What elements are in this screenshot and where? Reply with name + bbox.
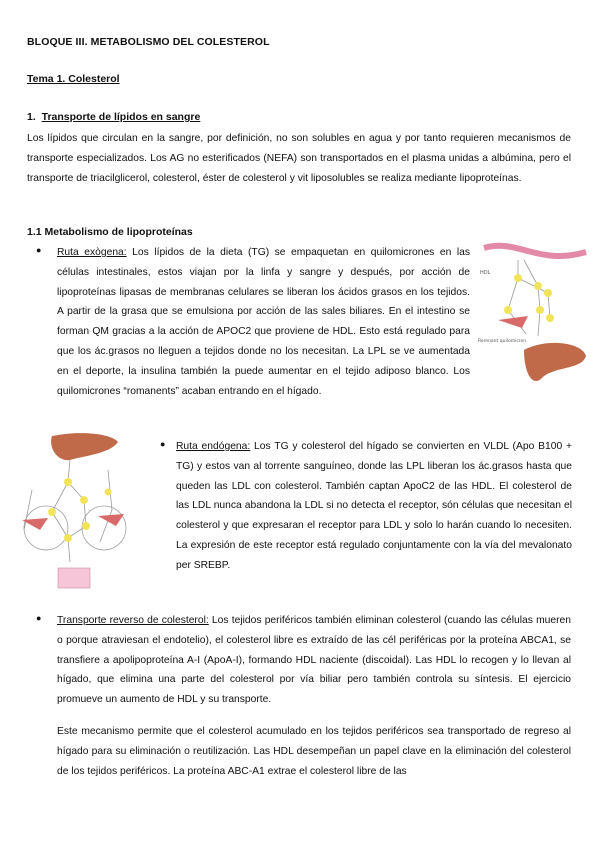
section-1-number: 1. — [27, 111, 36, 123]
chylomicron-node — [546, 314, 554, 322]
lipoprotein-node — [105, 489, 112, 496]
chylomicron-node — [514, 274, 522, 282]
intestine-shape — [484, 246, 586, 256]
lipoprotein-node — [80, 496, 88, 504]
remnant-label: Remnant quilomicron — [478, 339, 527, 344]
ruta-endogena-label: Ruta endógena: — [176, 441, 251, 452]
transporte-reverso-paragraph — [57, 611, 571, 710]
chylomicron-node — [504, 306, 512, 314]
endogenous-pathway-figure — [12, 430, 140, 595]
pathway-arrows — [24, 460, 112, 562]
ruta-exogena-text: Los lípidos de la dieta (TG) se empaquetan en quilomicrones en las células intestinales, estos viajan por la linfa y sangre y después, por acción de lipoproteínas lipasas de membranas celulares se liberan los ácidos grasos en los tejidos. A partir de la grasa que se emulsiona por acción de las sales biliares. En el intestino se forman QM gracias a la acción de APOC2 que proviene de HDL. Esto está regulado para que los ác.grasos no lleguen a tejidos donde no los necesitan. La LPL se ve aumentada en el deporte, la insulina también la puede aumentar en el tejido adiposo blanco. Los quilomicrones “romanents” acaban entrando en el hígado. — [57, 247, 471, 397]
document-title: BLOQUE III. METABOLISMO DEL COLESTEROL — [27, 36, 270, 48]
lipoprotein-node — [64, 534, 72, 542]
transporte-reverso-label: Transporte reverso de colesterol: — [57, 615, 209, 626]
hdl-label: HDL — [480, 270, 491, 276]
tema-heading: Tema 1. Colesterol — [27, 73, 120, 85]
lipoprotein-node — [64, 478, 72, 486]
chylomicron-node — [544, 289, 552, 297]
ruta-exogena-label: Ruta exògena: — [57, 247, 127, 258]
tissue-shape — [22, 518, 48, 530]
bullet-marker: ● — [160, 439, 166, 449]
section-1-paragraph: Los lípidos que circulan en la sangre, por definición, no son solubles en agua y por tanto requieren mecanismos de transporte especializados. Los AG no esterificados (NEFA) son transportados en el plasma unidas a albúmina, pero el transporte de triacilglicerol, colesterol, éster de colesterol y vit liposolubles se realiza mediante lipoproteínas. — [27, 133, 571, 184]
tissue-shape — [98, 514, 124, 526]
ruta-endogena-text: Los TG y colesterol del hígado se convierten en VLDL (Apo B100 + TG) y estos van al torrente sanguíneo, donde las LPL liberan los ác.grasos hasta que queden las LDL con colesterol. También captan ApoC2 de las HDL. El colesterol de las LDL nunca abandona la LDL si no detecta el receptor, són células que necesitan el colesterol y que expresaran el receptor para LDL y solo lo harán cuando lo necesiten. La expresión de este receptor está regulado conjuntamente con la vía del mevalonato per SREBP. — [176, 441, 572, 571]
bullet-marker: ● — [36, 245, 42, 255]
transporte-reverso-text: Los tejidos periféricos también eliminan colesterol (cuando las células mueren o porque atraviesan el endotelio), el colesterol libre es extraído de las cél periféricas por la proteína ABCA1, se transfiere a apolipoproteína A-I (ApoA-I), formando HDL naciente (discoidal). Las HDL lo recogen y lo llevan al hígado, que elimina una parte del colesterol por vía biliar pero también controla su síntesis. El ejercicio promueve un aumento de HDL y su transporte. — [57, 615, 571, 706]
bullet-marker: ● — [36, 613, 42, 623]
section-1-title: Transporte de lípidos en sangre — [41, 111, 201, 123]
lipoprotein-node — [48, 508, 56, 516]
ruta-endogena-paragraph — [176, 437, 572, 576]
chylomicron-node — [536, 306, 544, 314]
exogenous-pathway-figure — [478, 238, 592, 398]
liver-shape — [51, 433, 118, 460]
peripheral-cell — [58, 568, 90, 588]
chylomicron-node — [534, 282, 542, 290]
transporte-reverso-paragraph-2: Este mecanismo permite que el colesterol acumulado en los tejidos periféricos sea transportado de regreso al hígado para su eliminación o reutilización. Las HDL desempeñan un papel clave en la eliminación del colesterol de los tejidos periféricos. La proteína ABC-A1 extrae el colesterol libre de las — [57, 726, 571, 777]
section-1-1-heading: 1.1 Metabolismo de lipoproteínas — [27, 226, 193, 238]
section-1-heading — [27, 111, 200, 123]
ruta-exogena-paragraph — [57, 243, 470, 401]
tissue-shape — [498, 316, 528, 328]
lipoprotein-node — [82, 522, 90, 530]
liver-shape — [524, 343, 586, 381]
